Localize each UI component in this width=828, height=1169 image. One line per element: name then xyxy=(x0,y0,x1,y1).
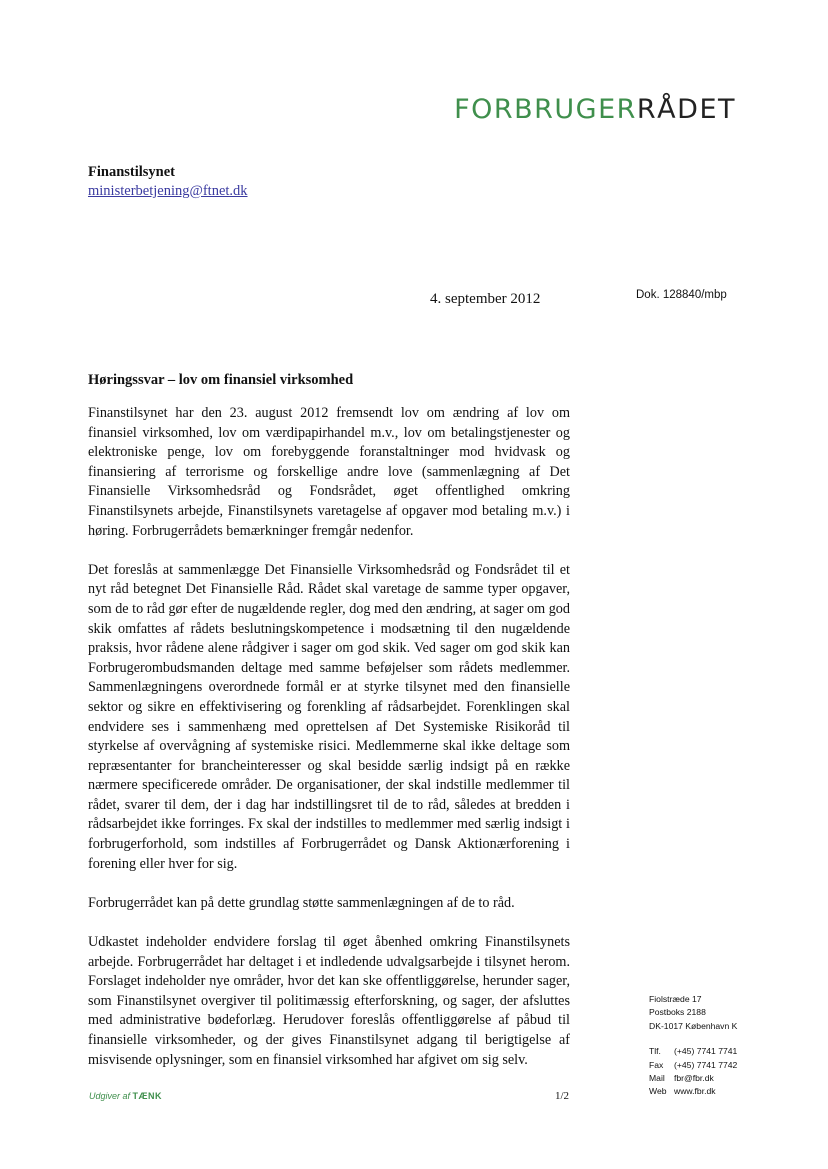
mail-value[interactable]: fbr@fbr.dk xyxy=(674,1073,714,1084)
mail-label: Mail xyxy=(649,1073,665,1084)
recipient-block xyxy=(88,163,248,201)
postal-address xyxy=(649,993,737,1033)
contact-info xyxy=(649,1045,737,1099)
contact-web xyxy=(649,1085,737,1098)
phone-label: Tlf. xyxy=(649,1046,661,1057)
recipient-name: Finanstilsynet xyxy=(88,164,176,180)
publisher-prefix: Udgiver af xyxy=(89,1091,131,1101)
logo-part-green: FORBRUGER xyxy=(454,94,637,125)
paragraph-2: Det foreslås at sammenlægge Det Finansielle Virksomhedsråd og Fondsrådet til et nyt råd betegnet Det Finansielle Råd. Rådet skal varetage de samme typer opgaver, som de to råd gør efter de nugældende regler, dog med den ændring, at sager om god skik omfattes af rådets beslutningskompetence i modsætning til den nugældende praksis, hvor rådene alene rådgiver i sager om god skik. Ved sager om god skik kan Forbrugerombudsmanden deltage med samme beføjelser som rådets medlemmer. Sammenlægningens overordnede formål er at styrke tilsynet med den finansielle sektor og sikre en effektivisering og forenkling af rådsarbejdet. Forenklingen skal endvidere ses i sammenhæng med oprettelsen af Det Systemiske Risikoråd til styrkelse af overvågning af systemiske risici. Medlemmerne skal ikke deltage som repræsentanter for brancheinteresser og skal besidde særlig indsigt på en række nærmere specificerede områder. De organisationer, der skal indstille medlemmer til rådet, svarer til dem, der i dag har indstillingsret til de to råd, således at bredden i rådsarbejdet ikke forringes. Fx skal der indstilles to medlemmer med særlig indsigt i forbrugerforhold, som indstilles af Forbrugerrådet og Dansk Aktionærforening i forening eller hver for sig. xyxy=(88,561,570,872)
letter-subject: Høringssvar – lov om finansiel virksomhed xyxy=(88,372,354,388)
contact-phone xyxy=(649,1045,737,1058)
recipient-email-link[interactable]: ministerbetjening@ftnet.dk xyxy=(88,183,248,199)
publisher-note xyxy=(89,1091,162,1101)
web-label: Web xyxy=(649,1086,667,1097)
address-postbox: Postboks 2188 xyxy=(649,1007,706,1018)
contact-fax xyxy=(649,1059,737,1072)
address-street: Fiolstræde 17 xyxy=(649,994,702,1004)
letter-body xyxy=(88,404,570,1090)
document-reference: Dok. 128840/mbp xyxy=(636,289,727,301)
page-number: 1/2 xyxy=(555,1090,570,1102)
paragraph-4: Udkastet indeholder endvidere forslag til øget åbenhed omkring Finanstilsynets arbejde. Forbrugerrådet har deltaget i et indledende udvalgsarbejde i tilsynet herom. Forslaget indeholder nye områder, hvor det kan ske offentliggørelse, herunder sager, som Finanstilsynet overgiver til politimæssig efterforskning, og sager, der afsluttes med administrative bødeforlæg. Herudover foreslås offentliggørelse af påbud til finansielle virksomheder, og der gives Finanstilsynet adgang til berigtigelse af misvisende oplysninger, som en finansiel virksomhed har afgivet om sig selv. xyxy=(88,934,570,1068)
forbrugerraadet-logo xyxy=(454,94,736,125)
contact-mail xyxy=(649,1072,737,1085)
sender-address xyxy=(649,993,737,1099)
paragraph-1: Finanstilsynet har den 23. august 2012 fremsendt lov om ændring af lov om finansiel virksomhed, lov om værdipapirhandel m.v., lov om betalingstjenester og elektroniske penge, lov om forebyggende foranstaltninger mod hvidvask og finansiering af terrorisme og forskellige andre love (sammenlægning af Det Finansielle Virksomhedsråd og Fondsrådet, øget offentlighed omkring Finanstilsynets arbejde, Finanstilsynets varetagelse af opgaver mod betaling m.v.) i høring. Forbrugerrådets bemærkninger fremgår nedenfor. xyxy=(88,405,570,539)
paragraph-3: Forbrugerrådet kan på dette grundlag støtte sammenlægningen af de to råd. xyxy=(88,894,515,911)
logo-part-dark: RÅDET xyxy=(636,94,736,125)
letter-date: 4. september 2012 xyxy=(430,291,541,307)
fax-label: Fax xyxy=(649,1059,664,1070)
phone-value: (+45) 7741 7741 xyxy=(674,1046,738,1057)
address-city: DK-1017 København K xyxy=(649,1020,738,1031)
fax-value: (+45) 7741 7742 xyxy=(674,1059,738,1070)
taenk-brand: TÆNK xyxy=(132,1091,163,1101)
web-value[interactable]: www.fbr.dk xyxy=(674,1086,716,1097)
